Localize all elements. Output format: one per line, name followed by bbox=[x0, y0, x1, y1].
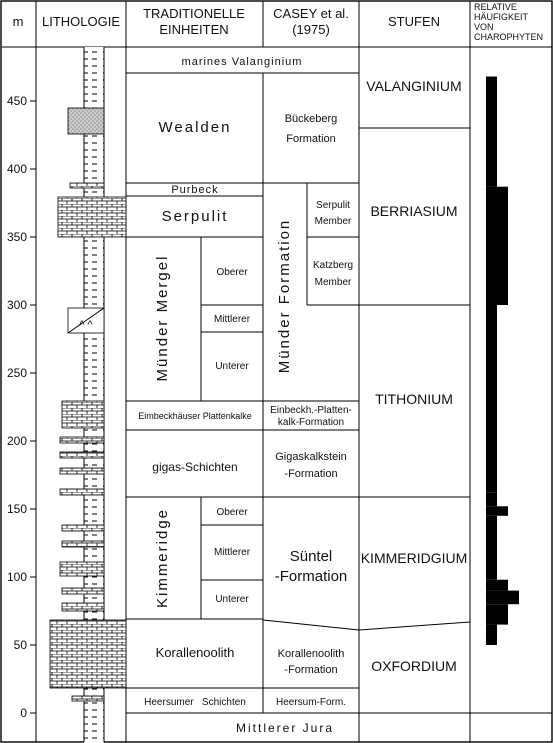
unit-kimm-unterer: Unterer bbox=[215, 594, 249, 605]
depth-tick-label: 350 bbox=[6, 230, 27, 244]
casey-suentel-2: -Formation bbox=[274, 568, 348, 585]
depth-tick-label: 400 bbox=[6, 162, 27, 176]
lith-kimm-layer-2 bbox=[62, 541, 104, 547]
depth-tick-label: 50 bbox=[13, 638, 27, 652]
casey-einbeckh-2: kalk-Formation bbox=[277, 417, 345, 428]
casey-katzberg-1: Katzberg bbox=[312, 260, 354, 271]
header-casey: CASEY et al. (1975) bbox=[273, 6, 349, 37]
lith-gigas-layer-2 bbox=[60, 452, 104, 458]
lith-plattenkalk-layer bbox=[62, 401, 104, 428]
lith-kimm-layer-1 bbox=[62, 525, 104, 531]
unit-muender-oberer: Oberer bbox=[216, 267, 248, 278]
lith-korallenoolith-layer bbox=[50, 620, 126, 688]
unit-serpulit: Serpulit bbox=[161, 208, 229, 225]
lith-gigas-layer-4 bbox=[60, 489, 104, 495]
casey-bueckeberg-2: Formation bbox=[286, 133, 336, 145]
unit-korallenoolith: Korallenoolith bbox=[155, 645, 235, 660]
casey-einbeckh-1: Einbeckh.-Platten- bbox=[270, 405, 352, 416]
unit-einbeckhaeuser: Eimbeckhäuser Plattenkalke bbox=[138, 411, 252, 421]
unit-purbeck: Purbeck bbox=[171, 184, 219, 196]
unit-kimm-mittlerer: Mittlerer bbox=[213, 547, 251, 558]
depth-tick-label: 200 bbox=[6, 434, 27, 448]
abundance-bar-segment bbox=[486, 77, 497, 187]
abundance-bar-segment bbox=[486, 591, 519, 605]
depth-tick-label: 250 bbox=[6, 366, 27, 380]
lith-kimm-layer-5 bbox=[62, 603, 104, 611]
stage-oxfordium: OXFORDIUM bbox=[371, 658, 457, 674]
header-traditionelle: TRADITIONELLE EINHEITEN bbox=[143, 6, 245, 37]
stage-berriasium: BERRIASIUM bbox=[370, 203, 458, 219]
depth-ticks bbox=[7, 94, 36, 720]
abundance-bar-segment bbox=[486, 187, 508, 305]
abundance-bar-segment bbox=[486, 493, 497, 507]
abundance-bar-segment bbox=[486, 516, 497, 580]
stage-valanginium: VALANGINIUM bbox=[366, 78, 462, 94]
unit-muender-unterer: Unterer bbox=[215, 361, 249, 372]
depth-tick-label: 150 bbox=[6, 502, 27, 516]
unit-marines-valanginium: marines Valanginium bbox=[181, 56, 303, 68]
casey-gigaskalk-2: -Formation bbox=[284, 468, 338, 480]
line-kimmeridgium-stage-base bbox=[359, 622, 470, 630]
abundance-bar-segment bbox=[486, 625, 497, 645]
unit-gigas-schichten: gigas-Schichten bbox=[152, 460, 238, 474]
charophyte-abundance-profile bbox=[486, 77, 519, 645]
stage-kimmeridgium: KIMMERIDGIUM bbox=[360, 550, 468, 566]
unit-heersumer-schichten: Heersumer Schichten bbox=[144, 697, 246, 708]
casey-serpulit-2: Member bbox=[314, 216, 352, 227]
abundance-bar-segment bbox=[486, 305, 497, 493]
lith-gigas-layer-1 bbox=[60, 437, 104, 443]
casey-heersum: Heersum-Form. bbox=[275, 697, 347, 708]
unit-kimm-oberer: Oberer bbox=[216, 507, 248, 518]
abundance-bar-segment bbox=[486, 506, 508, 516]
casey-bueckeberg-1: Bückeberg bbox=[284, 113, 338, 125]
lith-gigas-layer-3 bbox=[60, 468, 104, 474]
casey-muender-formation: Münder Formation bbox=[276, 218, 293, 374]
lith-kimm-layer-3 bbox=[60, 562, 104, 576]
depth-tick-label: 300 bbox=[6, 298, 27, 312]
casey-gigaskalk-1: Gigaskalkstein bbox=[275, 451, 347, 463]
casey-katzberg-2: Member bbox=[314, 277, 352, 288]
casey-korallen-1: Korallenoolith bbox=[277, 648, 345, 660]
depth-tick-label: 100 bbox=[6, 570, 27, 584]
unit-mittlerer-jura: Mittlerer Jura bbox=[235, 721, 335, 735]
header-lithologie: LITHOLOGIE bbox=[41, 14, 121, 29]
header-m: m bbox=[12, 14, 24, 29]
depth-tick-label: 450 bbox=[6, 94, 27, 108]
line-suentel-base bbox=[263, 620, 359, 630]
header-relative: RELATIVE HÄUFIGKEIT VON CHAROPHYTEN bbox=[474, 2, 544, 42]
unit-kimmeridge: Kimmeridge bbox=[154, 507, 171, 609]
abundance-bar-segment bbox=[486, 604, 508, 624]
lith-heersum-layer bbox=[72, 696, 104, 701]
stage-tithonium: TITHONIUM bbox=[375, 391, 453, 407]
casey-serpulit-1: Serpulit bbox=[316, 200, 350, 211]
unit-muender-mergel: Münder Mergel bbox=[154, 254, 171, 382]
lith-kimm-layer-4 bbox=[62, 588, 104, 594]
header-stufen: STUFEN bbox=[388, 14, 440, 29]
lith-purbeck-layer bbox=[70, 183, 104, 188]
unit-muender-mittlerer: Mittlerer bbox=[213, 314, 251, 325]
lith-serpulit-layer bbox=[58, 197, 126, 237]
casey-suentel-1: Süntel bbox=[289, 548, 333, 565]
abundance-bar-segment bbox=[486, 580, 508, 591]
unit-wealden: Wealden bbox=[158, 119, 232, 136]
depth-tick-label: 0 bbox=[20, 706, 27, 720]
lith-sandstone-layer bbox=[68, 108, 104, 134]
casey-korallen-2: -Formation bbox=[284, 664, 338, 676]
lith-evaporite-marks: ^ ^ bbox=[79, 319, 93, 331]
